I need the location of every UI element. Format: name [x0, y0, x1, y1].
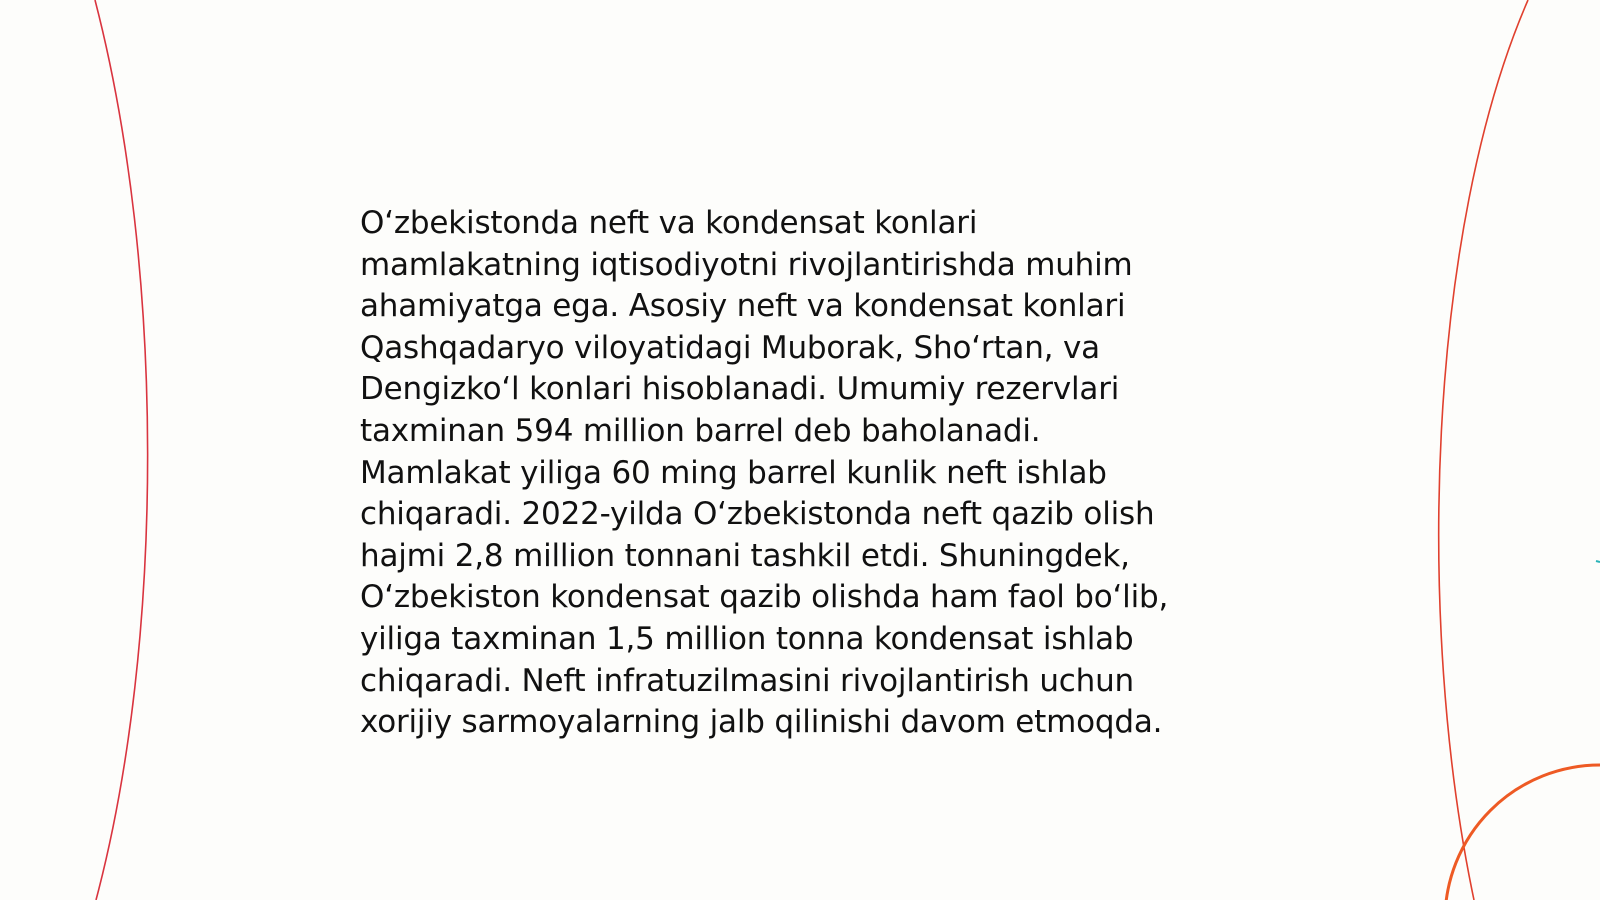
right-arc-decoration: [1439, 0, 1528, 900]
text-line: chiqaradi. Neft infratuzilmasini rivojlantirish uchun: [360, 662, 1134, 699]
text-line: hajmi 2,8 million tonnani tashkil etdi. Shuningdek,: [360, 537, 1130, 574]
text-line: yiliga taxminan 1,5 million tonna kondensat ishlab: [360, 620, 1134, 657]
left-arc-decoration: [95, 0, 148, 900]
text-line: mamlakatning iqtisodiyotni rivojlantirishda muhim: [360, 246, 1133, 283]
text-line: chiqaradi. 2022-yilda O‘zbekistonda neft qazib olish: [360, 496, 1155, 533]
text-line: Qashqadaryo viloyatidagi Muborak, Sho‘rtan, va: [360, 329, 1100, 366]
text-line: xorijiy sarmoyalarning jalb qilinishi davom etmoqda.: [360, 704, 1163, 741]
text-line: Mamlakat yiliga 60 ming barrel kunlik neft ishlab: [360, 454, 1107, 491]
text-line: taxminan 594 million barrel deb baholanadi.: [360, 412, 1041, 449]
body-text: [360, 203, 1240, 744]
text-line: O‘zbekiston kondensat qazib olishda ham faol bo‘lib,: [360, 579, 1169, 616]
orange-ring-decoration: [1445, 765, 1600, 900]
teal-accent-decoration: [1596, 561, 1600, 562]
text-line: ahamiyatga ega. Asosiy neft va kondensat konlari: [360, 288, 1126, 325]
text-line: Dengizko‘l konlari hisoblanadi. Umumiy rezervlari: [360, 371, 1120, 408]
text-line: O‘zbekistonda neft va kondensat konlari: [360, 205, 978, 241]
